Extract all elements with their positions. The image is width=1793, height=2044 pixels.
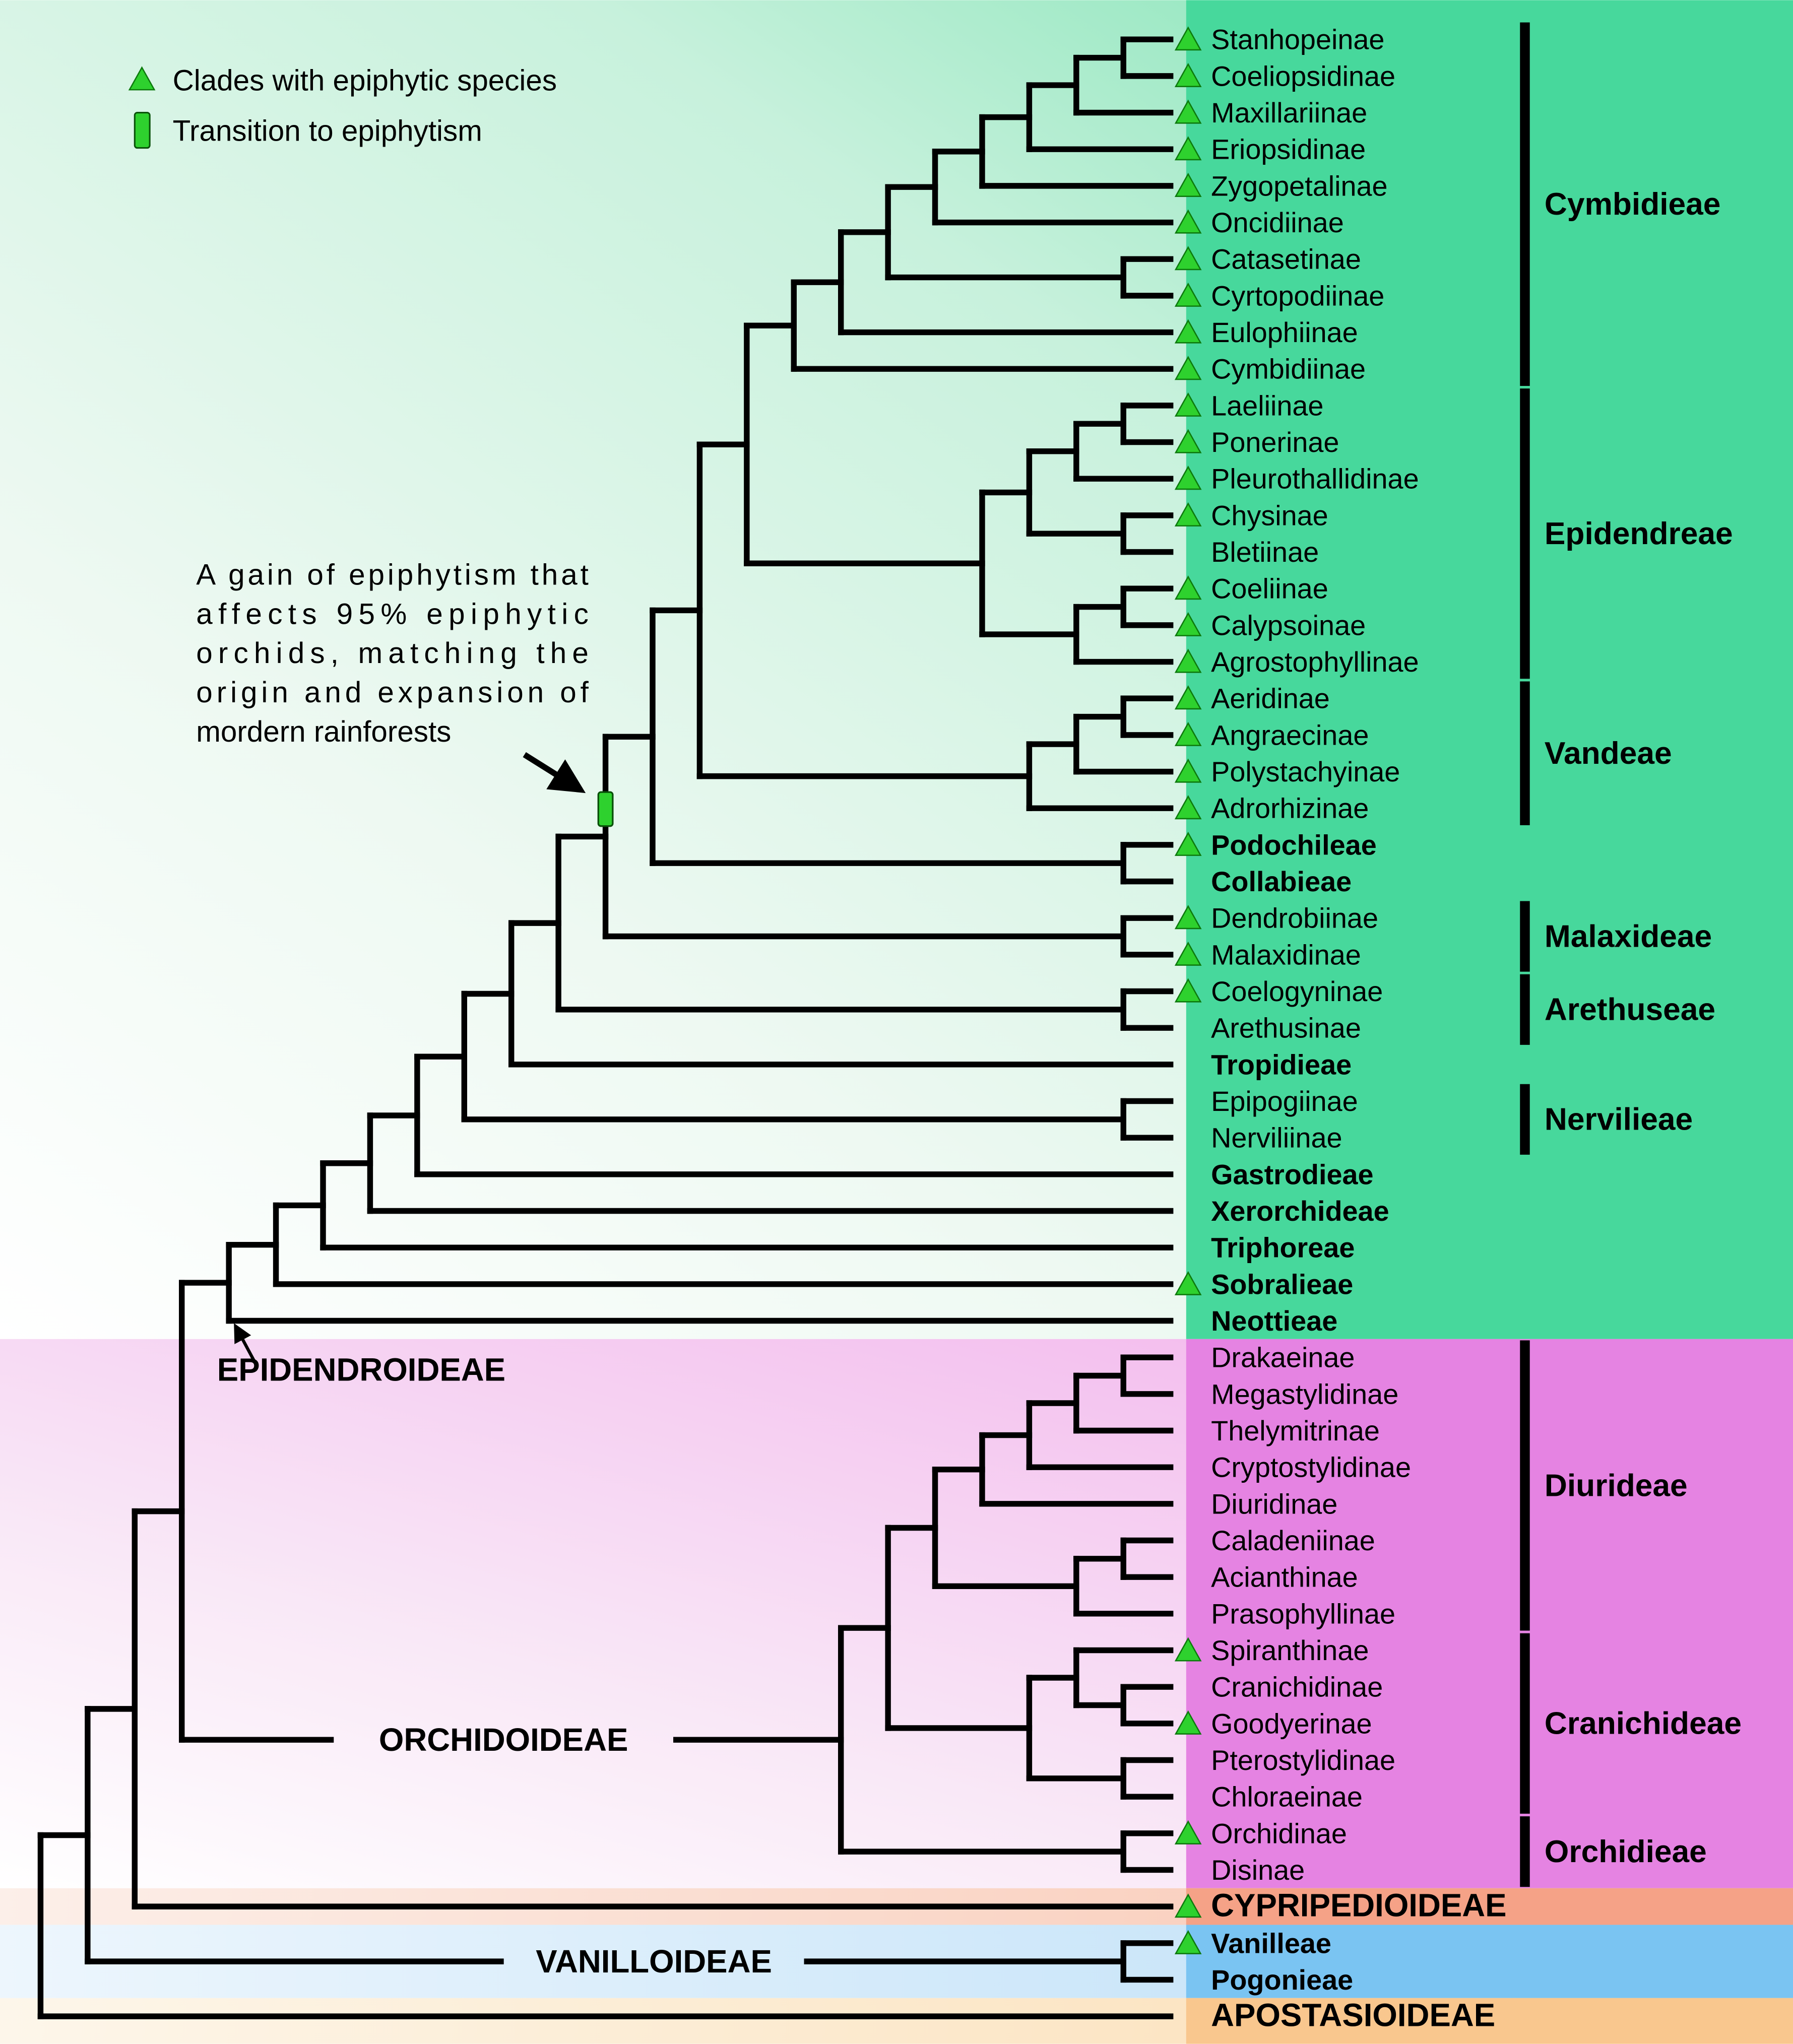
taxon-label: Pogonieae bbox=[1211, 1963, 1354, 1996]
tribe-label: Nervilieae bbox=[1544, 1102, 1693, 1137]
tribe-label: Cranichideae bbox=[1544, 1706, 1742, 1741]
taxon-label: Diuridinae bbox=[1211, 1488, 1338, 1520]
taxon-label: Pleurothallidinae bbox=[1211, 463, 1419, 495]
taxon-label: Nerviliinae bbox=[1211, 1122, 1342, 1154]
taxon-label: Chloraeinae bbox=[1211, 1781, 1363, 1813]
taxon-label: Aeridinae bbox=[1211, 682, 1330, 714]
taxon-label: Malaxidinae bbox=[1211, 939, 1361, 971]
taxon-label: Stanhopeinae bbox=[1211, 23, 1385, 55]
subfamily-label-orchidoideae: ORCHIDOIDEAE bbox=[378, 1722, 628, 1758]
taxon-label: Dendrobiinae bbox=[1211, 902, 1378, 934]
tribe-label: Diurideae bbox=[1544, 1468, 1688, 1503]
taxon-label: Laeliinae bbox=[1211, 389, 1324, 422]
taxon-label: Agrostophyllinae bbox=[1211, 645, 1419, 678]
taxon-label: Polystachyinae bbox=[1211, 755, 1400, 787]
taxon-label: Coeliinae bbox=[1211, 572, 1328, 605]
tribe-label: Epidendreae bbox=[1544, 516, 1733, 551]
tribe-label: Orchidieae bbox=[1544, 1834, 1707, 1869]
taxon-label: Eriopsidinae bbox=[1211, 133, 1366, 165]
taxon-label: Acianthinae bbox=[1211, 1561, 1358, 1593]
taxon-label: Xerorchideae bbox=[1211, 1195, 1389, 1227]
tribe-label: Vandeae bbox=[1544, 736, 1672, 771]
taxon-label: Caladeniinae bbox=[1211, 1524, 1375, 1556]
tribe-label: Cymbidieae bbox=[1544, 186, 1721, 222]
taxon-label: Angraecinae bbox=[1211, 719, 1369, 751]
taxon-label: Sobralieae bbox=[1211, 1268, 1354, 1300]
annotation-line: mordern rainforests bbox=[196, 715, 452, 748]
taxon-label: Chysinae bbox=[1211, 499, 1328, 532]
taxon-label: Tropidieae bbox=[1211, 1048, 1352, 1081]
taxon-label: Adrorhizinae bbox=[1211, 792, 1369, 824]
taxon-label: Goodyerinae bbox=[1211, 1707, 1372, 1740]
taxon-label: Prasophyllinae bbox=[1211, 1598, 1396, 1630]
taxon-label: Zygopetalinae bbox=[1211, 170, 1388, 202]
legend-epiphytic-text: Clades with epiphytic species bbox=[172, 64, 557, 97]
taxon-label: Podochileae bbox=[1211, 829, 1377, 861]
taxon-label: Bletiinae bbox=[1211, 536, 1319, 568]
taxon-label: Orchidinae bbox=[1211, 1817, 1347, 1850]
taxon-label: Disinae bbox=[1211, 1854, 1305, 1886]
annotation-line: origin and expansion of bbox=[196, 676, 589, 709]
taxon-label: Epipogiinae bbox=[1211, 1085, 1358, 1117]
taxon-label: Vanilleae bbox=[1211, 1927, 1331, 1959]
taxon-label: Coelogyninae bbox=[1211, 975, 1383, 1007]
tribe-label: Malaxideae bbox=[1544, 919, 1712, 954]
taxon-label: Collabieae bbox=[1211, 865, 1352, 897]
taxon-label: Neottieae bbox=[1211, 1304, 1338, 1337]
annotation-line: orchids, matching the bbox=[196, 637, 589, 670]
subfamily-leaf-label-cypripedioideae: CYPRIPEDIOIDEAE bbox=[1211, 1887, 1507, 1924]
annotation-line: A gain of epiphytism that bbox=[196, 558, 589, 591]
taxon-label: Cyrtopodiinae bbox=[1211, 280, 1385, 312]
taxon-label: Cymbidiinae bbox=[1211, 353, 1366, 385]
taxon-label: Arethusinae bbox=[1211, 1012, 1361, 1044]
taxon-label: Eulophiinae bbox=[1211, 316, 1358, 349]
taxon-label: Ponerinae bbox=[1211, 426, 1339, 458]
legend-transition-text: Transition to epiphytism bbox=[172, 114, 482, 148]
taxon-label: Calypsoinae bbox=[1211, 609, 1366, 641]
taxon-label: Catasetinae bbox=[1211, 243, 1361, 275]
tribe-label: Arethuseae bbox=[1544, 992, 1716, 1027]
taxon-label: Thelymitrinae bbox=[1211, 1414, 1380, 1446]
subfamily-label-epidendroideae: EPIDENDROIDEAE bbox=[217, 1352, 506, 1388]
taxon-label: Gastrodieae bbox=[1211, 1158, 1374, 1191]
taxon-label: Pterostylidinae bbox=[1211, 1744, 1396, 1776]
taxon-label: Spiranthinae bbox=[1211, 1634, 1369, 1666]
taxon-label: Maxillariinae bbox=[1211, 97, 1368, 129]
taxon-label: Cranichidinae bbox=[1211, 1671, 1383, 1703]
taxon-label: Triphoreae bbox=[1211, 1231, 1355, 1264]
taxon-label: Coeliopsidinae bbox=[1211, 60, 1396, 92]
annotation-line: affects 95% epiphytic bbox=[196, 598, 589, 631]
taxon-label: Cryptostylidinae bbox=[1211, 1451, 1411, 1483]
taxon-label: Megastylidinae bbox=[1211, 1378, 1399, 1410]
transition-mark-icon bbox=[598, 792, 613, 826]
taxon-label: Drakaeinae bbox=[1211, 1341, 1355, 1373]
subfamily-label-vanilloideae: VANILLOIDEAE bbox=[536, 1944, 772, 1980]
taxon-label: Oncidiinae bbox=[1211, 207, 1344, 239]
transition-mark-icon bbox=[135, 113, 150, 148]
subfamily-leaf-label-apostasioideae: APOSTASIOIDEAE bbox=[1211, 1997, 1496, 2033]
